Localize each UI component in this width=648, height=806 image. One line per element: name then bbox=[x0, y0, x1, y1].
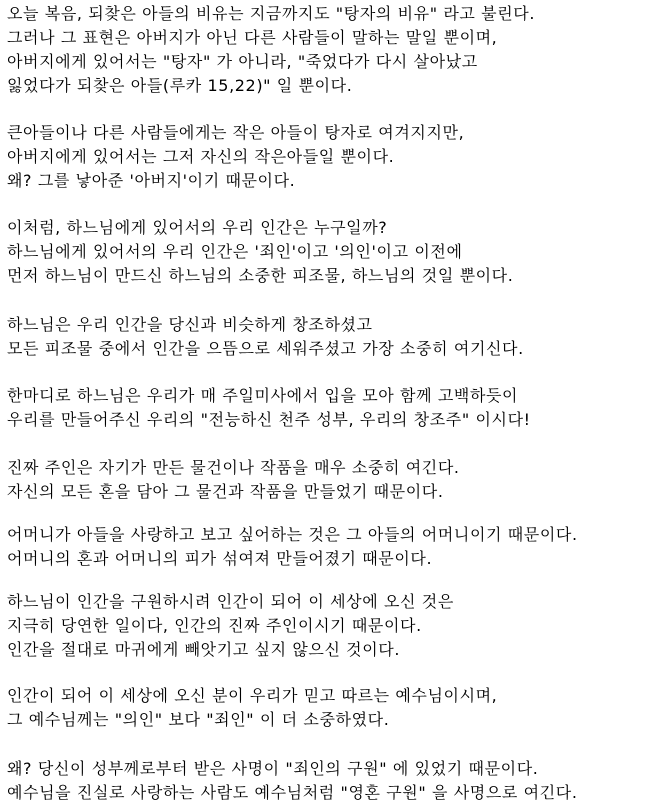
text-line: 왜? 그를 낳아준 '아버지'이기 때문이다. bbox=[7, 171, 296, 190]
text-line: 자신의 모든 혼을 담아 그 물건과 작품을 만들었기 때문이다. bbox=[7, 482, 444, 501]
text-line: 그러나 그 표현은 아버지가 아닌 다른 사람들이 말하는 말일 뿐이며, bbox=[7, 28, 498, 47]
text-line: 진짜 주인은 자기가 만든 물건이나 작품을 매우 소중히 여긴다. bbox=[7, 458, 460, 477]
text-line: 잃었다가 되찾은 아들(루카 15,22)" 일 뿐이다. bbox=[7, 76, 353, 95]
text-line: 인간을 절대로 마귀에게 빼앗기고 싶지 않으신 것이다. bbox=[7, 640, 401, 659]
text-line: 이처럼, 하느님에게 있어서의 우리 인간은 누구일까? bbox=[7, 218, 388, 237]
text-line: 왜? 당신이 성부께로부터 받은 사명이 "죄인의 구원" 에 있었기 때문이다. bbox=[7, 759, 539, 778]
text-line: 어머니의 혼과 어머니의 피가 섞여져 만들어졌기 때문이다. bbox=[7, 549, 433, 568]
text-line: 아버지에게 있어서는 그저 자신의 작은아들일 뿐이다. bbox=[7, 147, 395, 166]
text-line: 하느님에게 있어서의 우리 인간은 '죄인'이고 '의인'이고 이전에 bbox=[7, 242, 463, 261]
text-line: 지극히 당연한 일이다, 인간의 진짜 주인이시기 때문이다. bbox=[7, 616, 422, 635]
text-line: 모든 피조물 중에서 인간을 으뜸으로 세워주셨고 가장 소중히 여기신다. bbox=[7, 339, 524, 358]
text-line: 한마디로 하느님은 우리가 매 주일미사에서 입을 모아 함께 고백하듯이 bbox=[7, 386, 519, 405]
text-line: 오늘 복음, 되찾은 아들의 비유는 지금까지도 "탕자의 비유" 라고 불린다. bbox=[7, 4, 536, 23]
text-line: 하느님은 우리 인간을 당신과 비슷하게 창조하셨고 bbox=[7, 315, 373, 334]
text-line: 우리를 만들어주신 우리의 "전능하신 천주 성부, 우리의 창조주" 이시다! bbox=[7, 410, 531, 429]
text-line: 그 예수님께는 "의인" 보다 "죄인" 이 더 소중하였다. bbox=[7, 710, 390, 729]
text-line: 어머니가 아들을 사랑하고 보고 싶어하는 것은 그 아들의 어머니이기 때문이다. bbox=[7, 525, 578, 544]
text-line: 먼저 하느님이 만드신 하느님의 소중한 피조물, 하느님의 것일 뿐이다. bbox=[7, 266, 514, 285]
text-line: 아버지에게 있어서는 "탕자" 가 아니라, "죽었다가 다시 살아났고 bbox=[7, 52, 478, 71]
text-line: 큰아들이나 다른 사람들에게는 작은 아들이 탕자로 여겨지지만, bbox=[7, 123, 465, 142]
text-line: 예수님을 진실로 사랑하는 사람도 예수님처럼 "영혼 구원" 을 사명으로 여긴다. bbox=[7, 783, 578, 802]
text-line: 인간이 되어 이 세상에 오신 분이 우리가 믿고 따르는 예수님이시며, bbox=[7, 686, 498, 705]
text-line: 하느님이 인간을 구원하시려 인간이 되어 이 세상에 오신 것은 bbox=[7, 592, 454, 611]
